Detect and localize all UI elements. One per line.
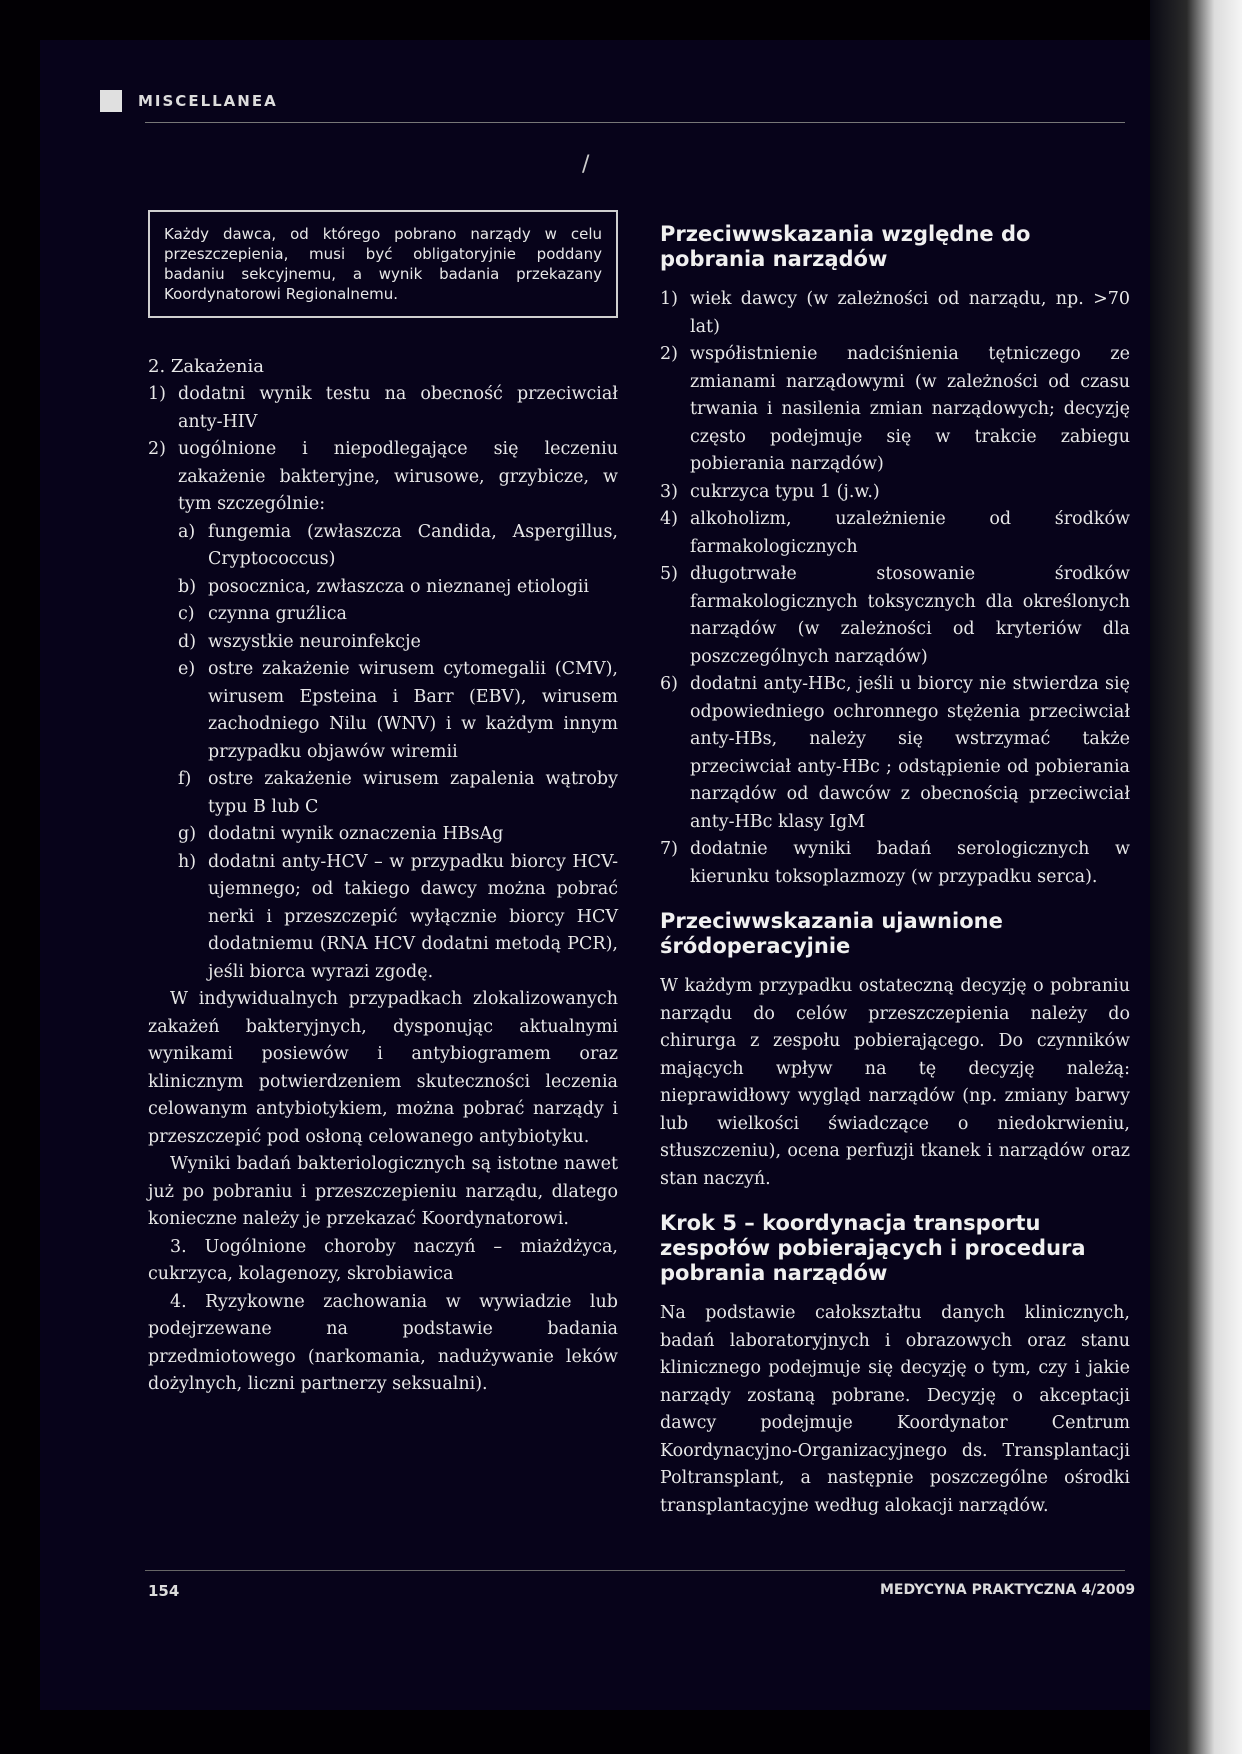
section-heading-infections: 2. Zakażenia	[148, 356, 264, 377]
left-column	[148, 210, 618, 1399]
heading-relative-contraindications: Przeciwwskazania względne do pobrania narządów	[660, 222, 1031, 271]
sub-list-item: d) wszystkie neuroinfekcje	[178, 631, 421, 652]
paragraph: 3. Uogólnione choroby naczyń – miażdżyca, cukrzyca, kolagenozy, skrobiawica	[148, 1236, 618, 1284]
paragraph: 4. Ryzykowne zachowania w wywiadzie lub podejrzewane na podstawie badania przedmiotowego (narkomania, nadużywanie leków dożylnych, liczni partnerzy seksualni).	[148, 1291, 618, 1394]
sub-list-item: g) dodatni wynik oznaczenia HBsAg	[178, 824, 504, 844]
list-item: 6) dodatni anty-HBc, jeśli u biorcy nie stwierdza się odpowiedniego ochronnego stężenia przeciwciał anty-HBs, należy się wstrzymać także przeciwciał anty-HBc ; odstąpienie od pobierania narządów od dawców z obecnością przeciwciał anty-HBc klasy IgM	[660, 674, 1130, 832]
note-box: Każdy dawca, od którego pobrano narządy w celu przeszczepienia, musi być obligatoryjnie poddany badaniu sekcyjnemu, a wynik badania przekazany Koordynatorowi Regionalnemu.	[148, 210, 618, 318]
infection-sublist	[178, 519, 618, 987]
header-rule	[145, 122, 1125, 123]
list-item: 1) dodatni wynik testu na obecność przeciwciał anty-HIV	[148, 384, 618, 432]
list-item: 7) dodatnie wyniki badań serologicznych w kierunku toksoplazmozy (w przypadku serca).	[660, 839, 1130, 887]
paragraph: Na podstawie całokształtu danych klinicznych, badań laboratoryjnych i obrazowych oraz stanu klinicznego podejmuje się decyzję o tym, czy i jakie narządy zostaną pobrane. Decyzję o akceptacji dawcy podejmuje Koordynator Centrum Koordynacyjno-Organizacyjnego ds. Transplantacji Poltransplant, a następnie poszczególne ośrodki transplantacyjne według alokacji narządów.	[660, 1303, 1130, 1516]
paragraph: W indywidualnych przypadkach zlokalizowanych zakażeń bakteryjnych, dysponując aktualnymi wynikami posiewów i antybiogramem oraz klinicznym potwierdzeniem skuteczności leczenia celowanym antybiotykiem, można pobrać narządy i przeszczepić pod osłoną celowanego antybiotyku.	[148, 989, 618, 1147]
sub-list-item: c) czynna gruźlica	[178, 604, 347, 624]
heading-intraoperative-contraindications: Przeciwwskazania ujawnione śródoperacyjnie	[660, 909, 1003, 958]
list-item: 4) alkoholizm, uzależnienie od środków farmakologicznych	[660, 509, 1130, 557]
paragraph: W każdym przypadku ostateczną decyzję o pobraniu narządu do celów przeszczepienia należy do chirurga z zespołu pobierającego. Do czynników mających wpływ na tę decyzję należą: nieprawidłowy wygląd narządów (np. zmiany barwy lub wielkości świadczące o niedokrwieniu, stłuszczeniu), ocena perfuzji tkanek i narządów oraz stan naczyń.	[660, 976, 1130, 1189]
paragraph: Wyniki badań bakteriologicznych są istotne nawet już po pobraniu i przeszczepieniu narządu, dlatego konieczne należy je przekazać Koordynatorowi.	[148, 1154, 618, 1229]
list-item: 1) wiek dawcy (w zależności od narządu, np. >70 lat)	[660, 289, 1130, 337]
list-item: 5) długotrwałe stosowanie środków farmakologicznych toksycznych dla określonych narządów (w zależności od kryteriów dla poszczególnych narządów)	[660, 564, 1130, 667]
list-item: 2) współistnienie nadciśnienia tętniczego ze zmianami narządowymi (w zależności od czasu trwania i nasilenia zmian narządowych; decyzję często podejmuje się w trakcie zabiegu pobierania narządów)	[660, 344, 1130, 474]
journal-name: MEDYCYNA PRAKTYCZNA 4/2009	[880, 1582, 1136, 1598]
sub-list-item: f) ostre zakażenie wirusem zapalenia wątroby typu B lub C	[178, 769, 618, 817]
sub-list-item: h) dodatni anty-HCV – w przypadku biorcy HCV-ujemnego; od takiego dawcy można pobrać nerki i przeszczepić wyłącznie biorcy HCV dodatniemu (RNA HCV dodatni metodą PCR), jeśli biorca wyrazi zgodę.	[178, 851, 618, 982]
stray-mark: /	[582, 152, 590, 177]
list-item: 3) cukrzyca typu 1 (j.w.)	[660, 481, 880, 502]
right-column	[660, 222, 1130, 1520]
heading-step-5: Krok 5 – koordynacja transportu zespołów pobierających i procedura pobrania narządów	[660, 1211, 1086, 1285]
sub-list-item: e) ostre zakażenie wirusem cytomegalii (CMV), wirusem Epsteina i Barr (EBV), wirusem zachodniego Nilu (WNV) i w każdym innym przypadku objawów wiremii	[178, 659, 618, 762]
sub-list-item: a) fungemia (zwłaszcza Candida, Aspergillus, Cryptococcus)	[178, 521, 618, 569]
book-spine	[1150, 0, 1242, 1754]
infection-list	[148, 381, 618, 986]
page-number: 154	[148, 1582, 180, 1600]
section-title: MISCELLANEA	[138, 92, 278, 110]
relative-contraindications-list	[660, 286, 1130, 891]
section-marker-icon	[100, 90, 122, 112]
sub-list-item: b) posocznica, zwłaszcza o nieznanej etiologii	[178, 576, 589, 597]
list-item: 2) uogólnione i niepodlegające się leczeniu zakażenie bakteryjne, wirusowe, grzybicze, w tym szczególnie: a) fungemia (zwłaszcza Candida, Aspergillus, Cryptococcus) b) posocznica, zwłaszcza o nieznanej etiologii c) czynna gruźlica d) wszystkie neuroinfekcje e) ostre zakażenie wirusem cytomegalii (CMV), wirusem Epsteina i Barr (EBV), wirusem zachodniego Nilu (WNV) i w każdym innym przypadku objawów wiremii f) ostre zakażenie wirusem zapalenia wątroby typu B lub C g) dodatni wynik oznaczenia HBsAg h) dodatni anty-HCV – w przypadku biorcy HCV-ujemnego; od takiego dawcy można pobrać nerki i przeszczepić wyłącznie biorcy HCV dodatniemu (RNA HCV dodatni metodą PCR), jeśli biorca wyrazi zgodę.	[148, 436, 618, 986]
running-header	[100, 90, 278, 112]
footer-rule	[145, 1570, 1125, 1571]
